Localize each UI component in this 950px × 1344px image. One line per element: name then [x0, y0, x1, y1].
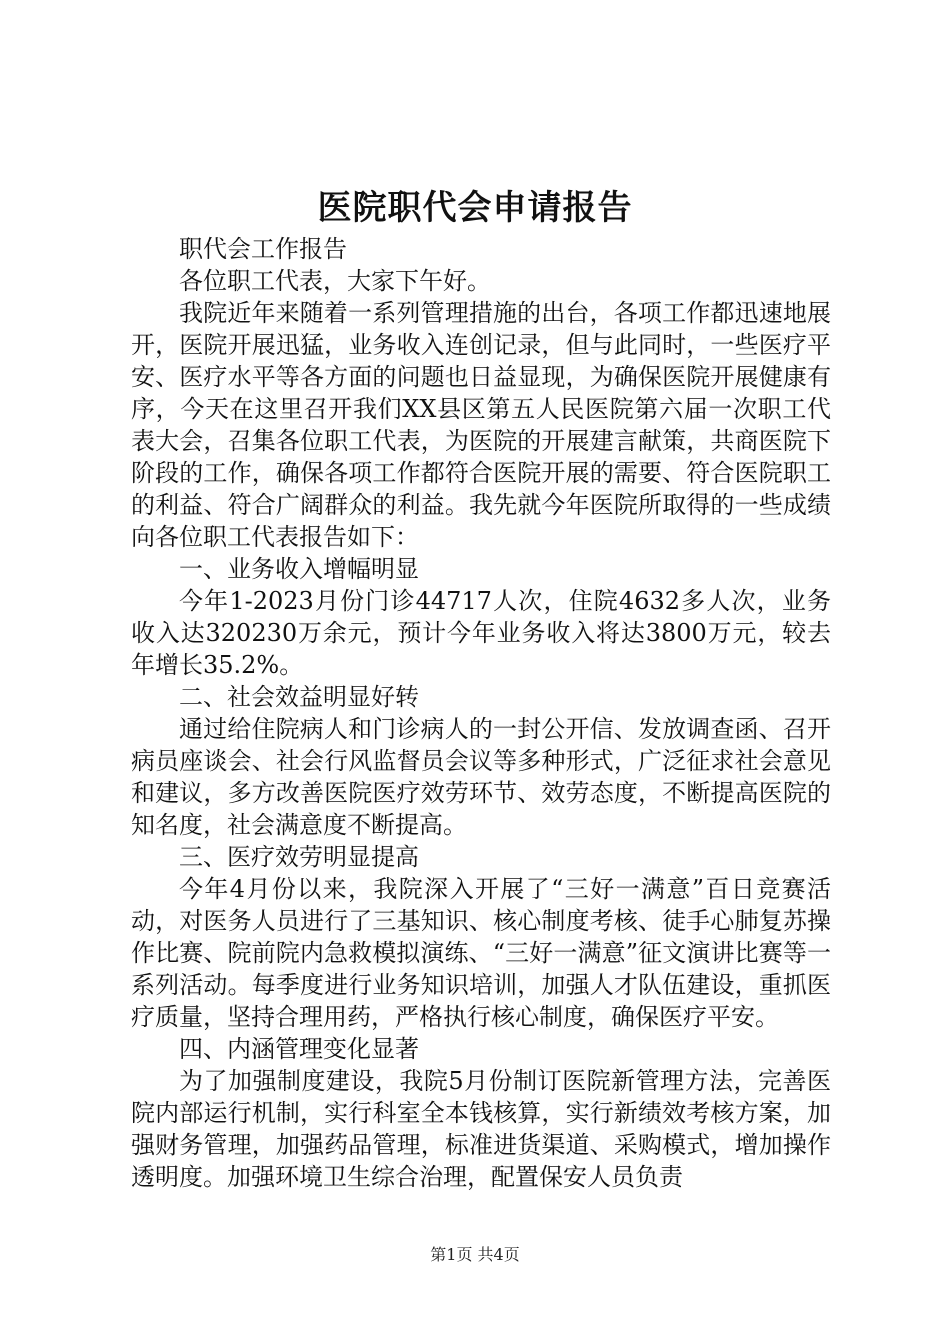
section-heading-management: 四、内涵管理变化显著 [179, 1035, 419, 1063]
document-body [131, 233, 831, 1193]
paragraph-medical-service: 今年4月份以来，我院深入开展了“三好一满意”百日竞赛活动，对医务人员进行了三基知识、核心制度考核、徒手心肺复苏操作比赛、院前院内急救模拟演练、“三好一满意”征文演讲比赛等一系列活动。每季度进行业务知识培训，加强人才队伍建设，重抓医疗质量，坚持合理用药，严格执行核心制度，确保医疗平安。 [131, 875, 831, 1031]
paragraph-management: 为了加强制度建设，我院5月份制订医院新管理方法，完善医院内部运行机制，实行科室全本钱核算，实行新绩效考核方案，加强财务管理，加强药品管理，标准进货渠道、采购模式，增加操作透明度。加强环境卫生综合治理，配置保安人员负责 [131, 1067, 831, 1191]
section-heading-social-benefit: 二、社会效益明显好转 [179, 683, 419, 711]
paragraph-greeting: 各位职工代表，大家下午好。 [179, 267, 491, 295]
page-footer: 第1页 共4页 [430, 1245, 520, 1264]
document-title: 医院职代会申请报告 [317, 188, 633, 228]
paragraph-introduction: 我院近年来随着一系列管理措施的出台，各项工作都迅速地展开，医院开展迅猛，业务收入连创记录，但与此同时，一些医疗平安、医疗水平等各方面的问题也日益显现，为确保医院开展健康有序，今天在这里召开我们XX县区第五人民医院第六届一次职工代表大会，召集各位职工代表，为医院的开展建言献策，共商医院下阶段的工作，确保各项工作都符合医院开展的需要、符合医院职工的利益、符合广阔群众的利益。我先就今年医院所取得的一些成绩向各位职工代表报告如下： [131, 299, 831, 551]
paragraph-revenue: 今年1-2023月份门诊44717人次，住院4632多人次，业务收入达320230万余元，预计今年业务收入将达3800万元，较去年增长35.2%。 [131, 587, 831, 679]
paragraph-report-heading: 职代会工作报告 [179, 235, 347, 263]
section-heading-medical-service: 三、医疗效劳明显提高 [179, 843, 419, 871]
section-heading-revenue: 一、业务收入增幅明显 [179, 555, 419, 583]
paragraph-social-benefit: 通过给住院病人和门诊病人的一封公开信、发放调查函、召开病员座谈会、社会行风监督员会议等多种形式，广泛征求社会意见和建议，多方改善医院医疗效劳环节、效劳态度，不断提高医院的知名度，社会满意度不断提高。 [131, 715, 831, 839]
